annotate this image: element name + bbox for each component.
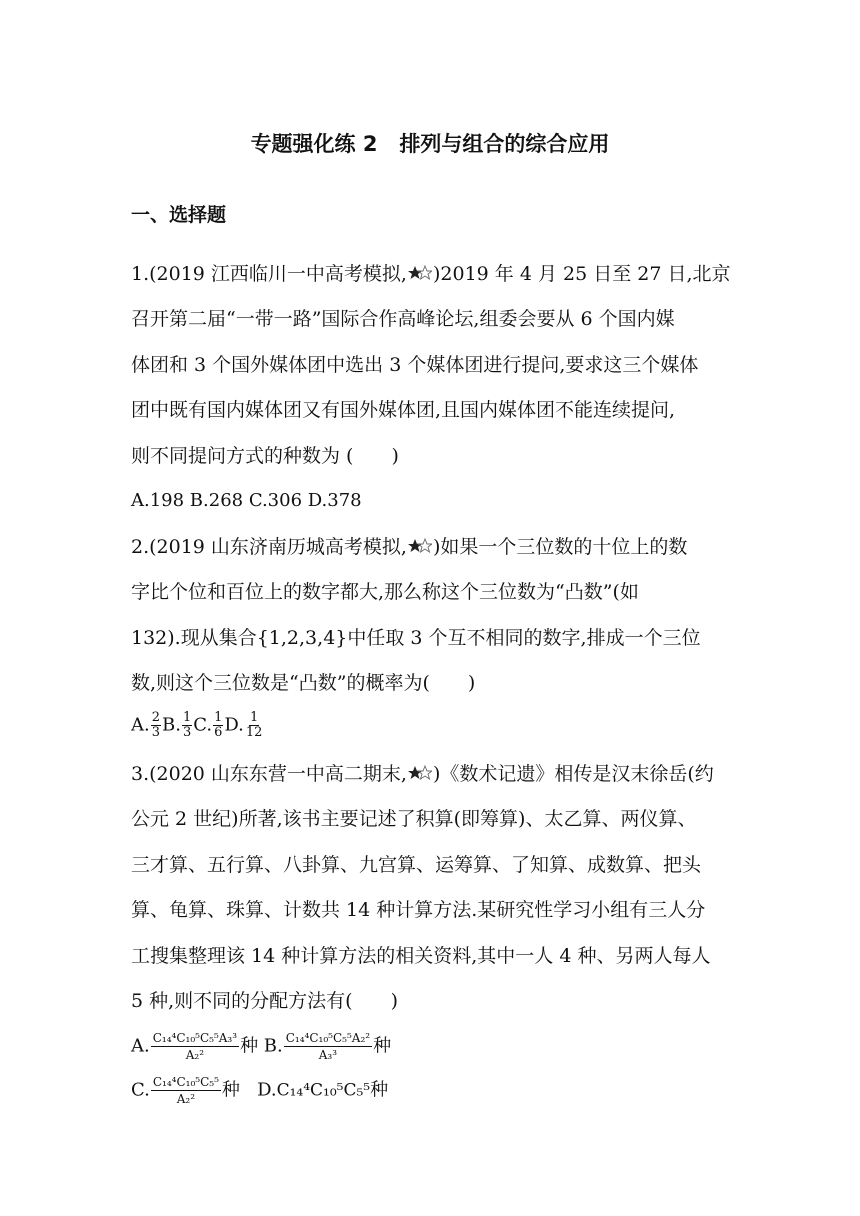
- numerator: 2: [151, 710, 161, 725]
- title-gap: [378, 132, 400, 156]
- q1-source: 1.(2019 江西临川一中高考模拟,: [131, 263, 407, 285]
- q2-source: 2.(2019 山东济南历城高考模拟,: [131, 536, 407, 558]
- q1-line-3: 体团和 3 个国外媒体团中选出 3 个媒体团进行提问,要求这三个媒体: [131, 354, 699, 376]
- q3-option-d-label: D.: [257, 1079, 277, 1101]
- q3-line-3: 三才算、五行算、八卦算、九宫算、运筹算、了知算、成数算、把头: [131, 854, 702, 876]
- denominator: 6: [214, 725, 223, 740]
- q2-option-b-label: B.: [162, 714, 181, 736]
- page-title: [0, 128, 860, 158]
- q3-option-c-unit: 种: [221, 1079, 240, 1101]
- section-heading: 一、选择题: [131, 204, 227, 226]
- q3-line-5: 工搜集整理该 14 种计算方法的相关资料,其中一人 4 种、另两人每人: [131, 945, 711, 967]
- q3-line-1: [131, 762, 714, 786]
- denominator: 12: [245, 725, 263, 740]
- q3-option-d-unit: 种: [370, 1079, 389, 1101]
- q3-line-6: 5 种,则不同的分配方法有( ): [131, 990, 398, 1012]
- q3-option-a-unit: 种: [240, 1035, 259, 1057]
- q2-option-d-fraction: [245, 711, 264, 740]
- q1-line-5: 则不同提问方式的种数为 ( ): [131, 445, 399, 467]
- q3-text-start: )《数术记遗》相传是汉末徐岳(约: [432, 763, 714, 785]
- numerator: 1: [250, 710, 259, 725]
- title-prefix: 专题强化练 2: [250, 132, 378, 156]
- q2-options: [131, 711, 264, 740]
- q2-line-3: 132).现从集合{1,2,3,4}中任取 3 个互不相同的数字,排成一个三位: [131, 627, 701, 649]
- q2-text-start: )如果一个三位数的十位上的数: [432, 536, 688, 558]
- q2-line-1: [131, 535, 687, 559]
- q2-option-a-fraction: [151, 711, 161, 740]
- numerator: 1: [182, 710, 192, 725]
- denominator: A₂²: [185, 1048, 205, 1062]
- q3-line-4: 算、龟算、珠算、计数共 14 种计算方法.某研究性学习小组有三人分: [131, 899, 706, 921]
- q2-option-b-fraction: [182, 711, 192, 740]
- q3-option-a-label: A.: [131, 1035, 150, 1057]
- numerator: C₁₄⁴C₁₀⁵C₅⁵A₂²: [285, 1031, 371, 1045]
- denominator: 3: [182, 725, 192, 740]
- star-rating-icon: [408, 263, 432, 283]
- q3-option-c-label: C.: [131, 1079, 150, 1101]
- q1-options: A.198 B.268 C.306 D.378: [131, 490, 362, 511]
- q2-line-4: 数,则这个三位数是“凸数”的概率为( ): [131, 672, 476, 694]
- q1-line-2: 召开第二届“一带一路”国际合作高峰论坛,组委会要从 6 个国内媒: [131, 308, 675, 330]
- q3-options-row-1: [131, 1030, 391, 1063]
- star-rating-icon: [408, 536, 432, 556]
- q2-option-d-label: D.: [224, 714, 244, 736]
- q3-options-row-2: [131, 1074, 388, 1107]
- numerator: C₁₄⁴C₁₀⁵C₅⁵: [152, 1075, 219, 1089]
- q2-line-2: 字比个位和百位上的数字都大,那么称这个三位数为“凸数”(如: [131, 581, 639, 603]
- denominator: 3: [151, 725, 161, 740]
- q1-text-start: )2019 年 4 月 25 日至 27 日,北京: [432, 263, 731, 285]
- denominator: A₂²: [176, 1092, 196, 1106]
- q3-source: 3.(2020 山东东营一中高二期末,: [131, 763, 407, 785]
- q3-option-a-fraction: [151, 1030, 239, 1063]
- q2-option-c-label: C.: [193, 714, 213, 736]
- q3-option-c-fraction: [151, 1074, 221, 1107]
- q3-option-b-unit: 种: [373, 1035, 392, 1057]
- q2-option-c-fraction: [213, 711, 223, 740]
- q1-line-1: [131, 262, 731, 286]
- q3-option-d-expression: C₁₄⁴C₁₀⁵C₅⁵: [276, 1080, 371, 1101]
- q2-option-a-label: A.: [131, 714, 150, 736]
- numerator: C₁₄⁴C₁₀⁵C₅⁵A₃³: [152, 1031, 238, 1045]
- title-topic: 排列与组合的综合应用: [399, 132, 610, 156]
- q3-option-b-fraction: [284, 1030, 372, 1063]
- denominator: A₃³: [318, 1048, 338, 1062]
- q3-line-2: 公元 2 世纪)所著,该书主要记述了积算(即筹算)、太乙算、两仪算、: [131, 808, 697, 830]
- q3-option-b-label: B.: [263, 1035, 283, 1057]
- star-rating-icon: [408, 763, 432, 783]
- q1-line-4: 团中既有国内媒体团又有国外媒体团,且国内媒体团不能连续提问,: [131, 399, 676, 421]
- numerator: 1: [214, 710, 223, 725]
